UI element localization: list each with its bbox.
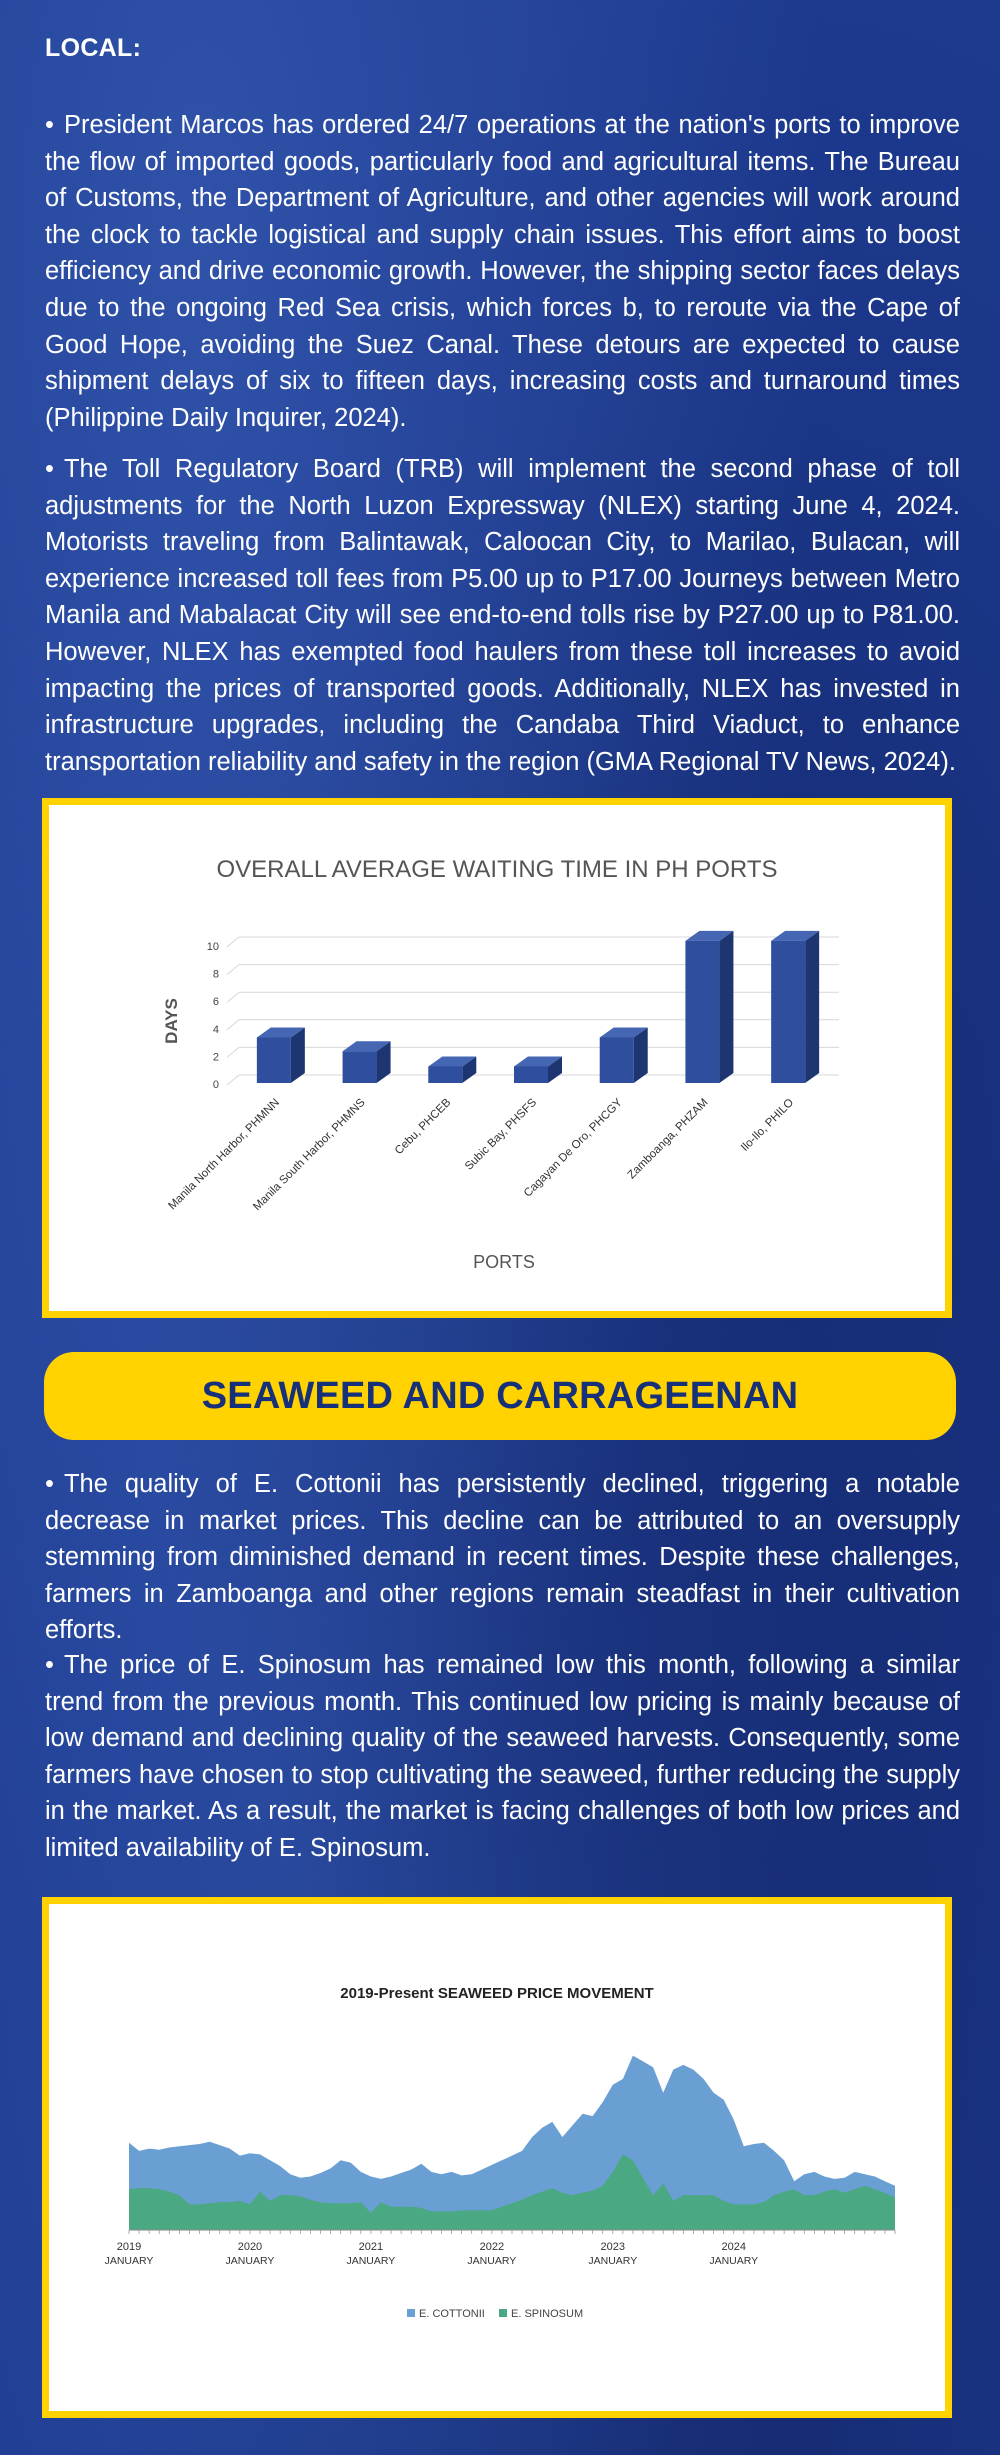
x-tick-year: 2024 [721,2241,746,2253]
bar [514,1066,548,1083]
y-tick-label: 10 [206,941,219,953]
y-axis-ticks [207,941,219,1091]
x-tick-label: Cebu, PHCEB [392,1096,454,1158]
paragraph-nlex-toll [45,451,960,780]
paragraph-port-operations [45,107,960,436]
section-label-local: LOCAL: [45,34,142,62]
chart-title: OVERALL AVERAGE WAITING TIME IN PH PORTS [216,856,778,883]
bar-side [805,931,819,1083]
seaweed-price-chart-frame [42,1897,952,2418]
x-tick-year: 2019 [116,2241,142,2253]
chart-bars [257,931,819,1083]
chart-legend [407,2308,583,2320]
section-banner-seaweed [44,1352,956,1440]
gridline [227,1047,839,1057]
chart-areas [129,2056,895,2230]
paragraph-text: The price of E. Spinosum has remained low this month, following a similar trend from the previous month. This continued low pricing is mainly because of low demand and declining quality of the seaweed harvests. Consequently, some farmers have chosen to stop cultivating the seaweed, further reducing the supply in the market. As a result, the market is facing challenges of both low prices and limited availability of E. Spinosum. [45,1651,960,1862]
x-tick-month: JANUARY [588,2255,638,2267]
bullet-marker: • [45,111,54,139]
bar [771,941,805,1083]
paragraph-spinosum [45,1647,960,1867]
bar [343,1051,377,1083]
bar [257,1037,291,1083]
waiting-time-chart [49,805,945,1311]
bar [685,941,719,1083]
waiting-time-chart-frame [42,798,952,1318]
chart-title: 2019-Present SEAWEED PRICE MOVEMENT [340,1985,654,2002]
x-tick-month: JANUARY [467,2255,517,2267]
x-tick-month: JANUARY [104,2255,154,2267]
x-axis [105,2230,895,2267]
legend-swatch [407,2309,415,2317]
y-tick-label: 4 [212,1023,219,1036]
bar [600,1037,634,1083]
x-tick-label: Cagayan De Oro, PHCGY [521,1096,625,1200]
legend-swatch [499,2309,507,2317]
bullet-marker: • [45,1651,54,1679]
legend-label-spinosum: E. SPINOSUM [511,2308,584,2320]
gridline [227,965,839,975]
bar [428,1066,462,1083]
gridline [227,937,839,947]
seaweed-price-chart [49,1904,945,2411]
bar-side [719,931,733,1083]
paragraph-text: The quality of E. Cottonii has persistently declined, triggering a notable decrease in market prices. This decline can be attributed to an oversupply stemming from diminished demand in recent times. Despite these challenges, farmers in Zamboanga and other regions remain steadfast in their cultivation efforts. [45,1470,960,1645]
bullet-marker: • [45,1470,54,1498]
y-tick-label: 8 [212,968,219,981]
x-tick-label: Manila South Harbor, PHMNS [251,1096,368,1214]
paragraph-text: President Marcos has ordered 24/7 operations at the nation's ports to improve the flow of imported goods, particularly food and agricultural items. The Bureau of Customs, the Department of Agriculture, and other agencies will work around the clock to tackle logistical and supply chain issues. This effort aims to boost efficiency and drive economic growth. However, the shipping sector faces delays due to the ongoing Red Sea crisis, which forces b, to reroute via the Cape of Good Hope, avoiding the Suez Canal. These detours are expected to cause shipment delays of six to fifteen days, increasing costs and turnaround times (Philippine Daily Inquirer, 2024). [45,111,960,432]
y-axis-label: DAYS [162,998,181,1044]
y-tick-label: 2 [212,1051,219,1064]
x-tick-label: Ilo-Ilo, PHILO [738,1096,797,1154]
x-tick-year: 2022 [479,2241,505,2253]
x-tick-month: JANUARY [709,2255,759,2267]
x-tick-month: JANUARY [346,2255,396,2267]
x-tick-label: Subic Bay, PHSFS [462,1096,540,1173]
legend-label-cottonii: E. COTTONII [419,2308,485,2320]
x-tick-year: 2023 [600,2241,626,2253]
y-tick-label: 0 [212,1079,219,1091]
x-tick-year: 2021 [358,2241,384,2253]
x-axis-ticks [166,1096,796,1213]
paragraph-cottonii [45,1466,960,1649]
y-tick-label: 6 [212,996,219,1009]
x-tick-label: Zamboanga, PHZAM [625,1096,711,1182]
x-axis-label: PORTS [473,1252,535,1272]
banner-title: SEAWEED AND CARRAGEENAN [201,1374,799,1417]
x-tick-year: 2020 [237,2241,263,2253]
x-tick-month: JANUARY [225,2255,275,2267]
bullet-marker: • [45,455,54,483]
paragraph-text: The Toll Regulatory Board (TRB) will implement the second phase of toll adjustments for the North Luzon Expressway (NLEX) starting June 4, 2024. Motorists traveling from Balintawak, Caloocan City, to Marilao, Bulacan, will experience increased toll fees from P5.00 up to P17.00 Journeys between Metro Manila and Mabalacat City will see end-to-end tolls rise by P27.00 up to P81.00. However, NLEX has exempted food haulers from these toll increases to avoid impacting the prices of transported goods. Additionally, NLEX has invested in infrastructure upgrades, including the Candaba Third Viaduct, to enhance transportation reliability and safety in the region (GMA Regional TV News, 2024). [45,455,960,776]
gridline [227,1020,839,1030]
x-tick-label: Manila North Harbor, PHMNN [166,1096,282,1213]
gridline [227,992,839,1002]
